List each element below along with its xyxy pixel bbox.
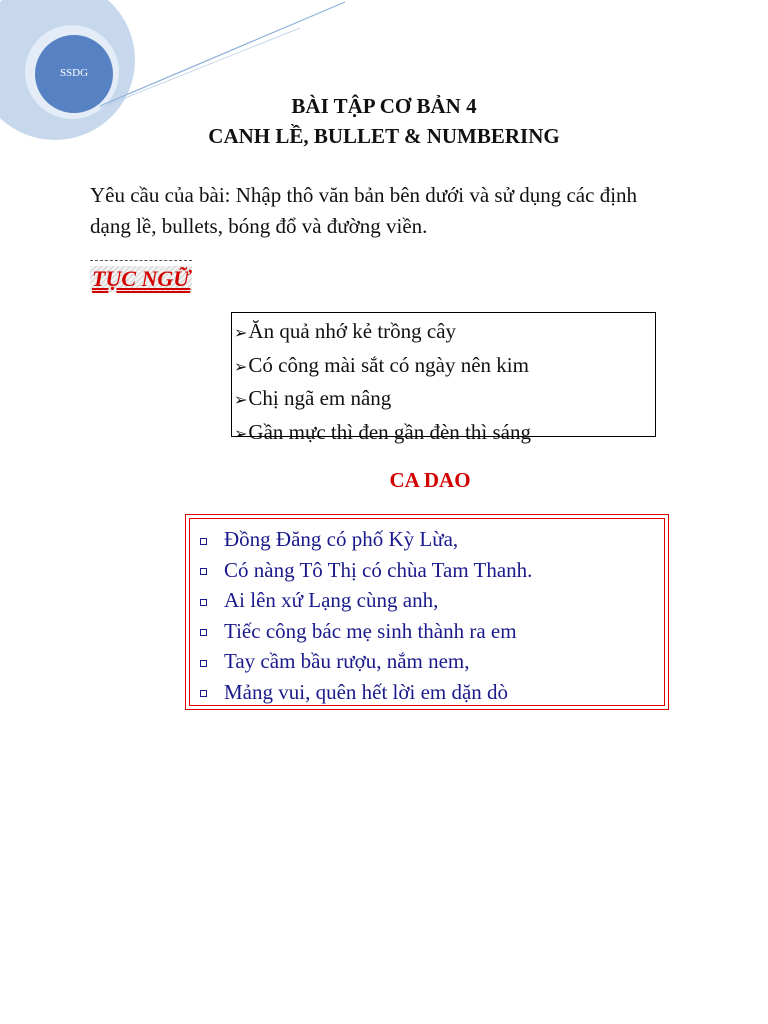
list-item [200,555,664,586]
list-item [200,677,664,708]
square-bullet-icon [200,690,207,697]
logo-text: SSDG [59,67,89,79]
arrow-bullet-icon: ➢ [234,358,248,376]
list-item-text: Mảng vui, quên hết lời em dặn dò [224,679,509,704]
requirement-text: Yêu cầu của bài: Nhập thô văn bản bên dưới và sử dụng các định dạng lề, bullets, bóng đổ và đường viền. [90,183,638,238]
tuc-ngu-heading: TỤC NGỮ [92,266,191,291]
page-subtitle: CANH LỀ, BULLET & NUMBERING [208,124,560,148]
list-item [200,616,664,647]
square-bullet-icon [200,629,207,636]
ca-dao-heading: CA DAO [389,468,471,492]
page-title: BÀI TẬP CƠ BẢN 4 [291,94,477,118]
ca-dao-box [185,514,669,710]
list-item [234,417,655,451]
square-bullet-icon [200,538,207,545]
list-item [234,383,655,417]
heading-rule [90,260,192,261]
arrow-bullet-icon: ➢ [234,392,248,409]
list-item [200,646,664,677]
list-item [200,585,664,616]
list-item [200,524,664,555]
list-item-text: Gần mực thì đen gần đèn thì sáng [248,419,531,444]
list-item-text: Tiếc công bác mẹ sinh thành ra em [224,618,517,643]
list-item-text: Đồng Đăng có phố Kỳ Lừa, [224,527,459,551]
list-item-text: Ai lên xứ Lạng cùng anh, [224,588,439,612]
square-bullet-icon [200,660,207,667]
list-item-text: Có nàng Tô Thị có chùa Tam Thanh. [224,557,533,582]
ca-dao-inner-border [189,518,665,706]
arrow-bullet-icon: ➢ [234,325,248,342]
list-item-text: Ăn quả nhớ kẻ trồng cây [248,319,457,343]
list-item-text: Có công mài sắt có ngày nên kim [248,352,529,377]
tuc-ngu-box [231,312,656,444]
square-bullet-icon [200,599,207,606]
list-item-text: Tay cầm bầu rượu, nắm nem, [224,649,470,673]
list-item [234,316,655,350]
square-bullet-icon [200,568,207,575]
list-item [234,350,655,384]
list-item-text: Chị ngã em nâng [248,386,392,410]
ssdg-logo [0,0,360,140]
arrow-bullet-icon: ➢ [234,425,248,443]
